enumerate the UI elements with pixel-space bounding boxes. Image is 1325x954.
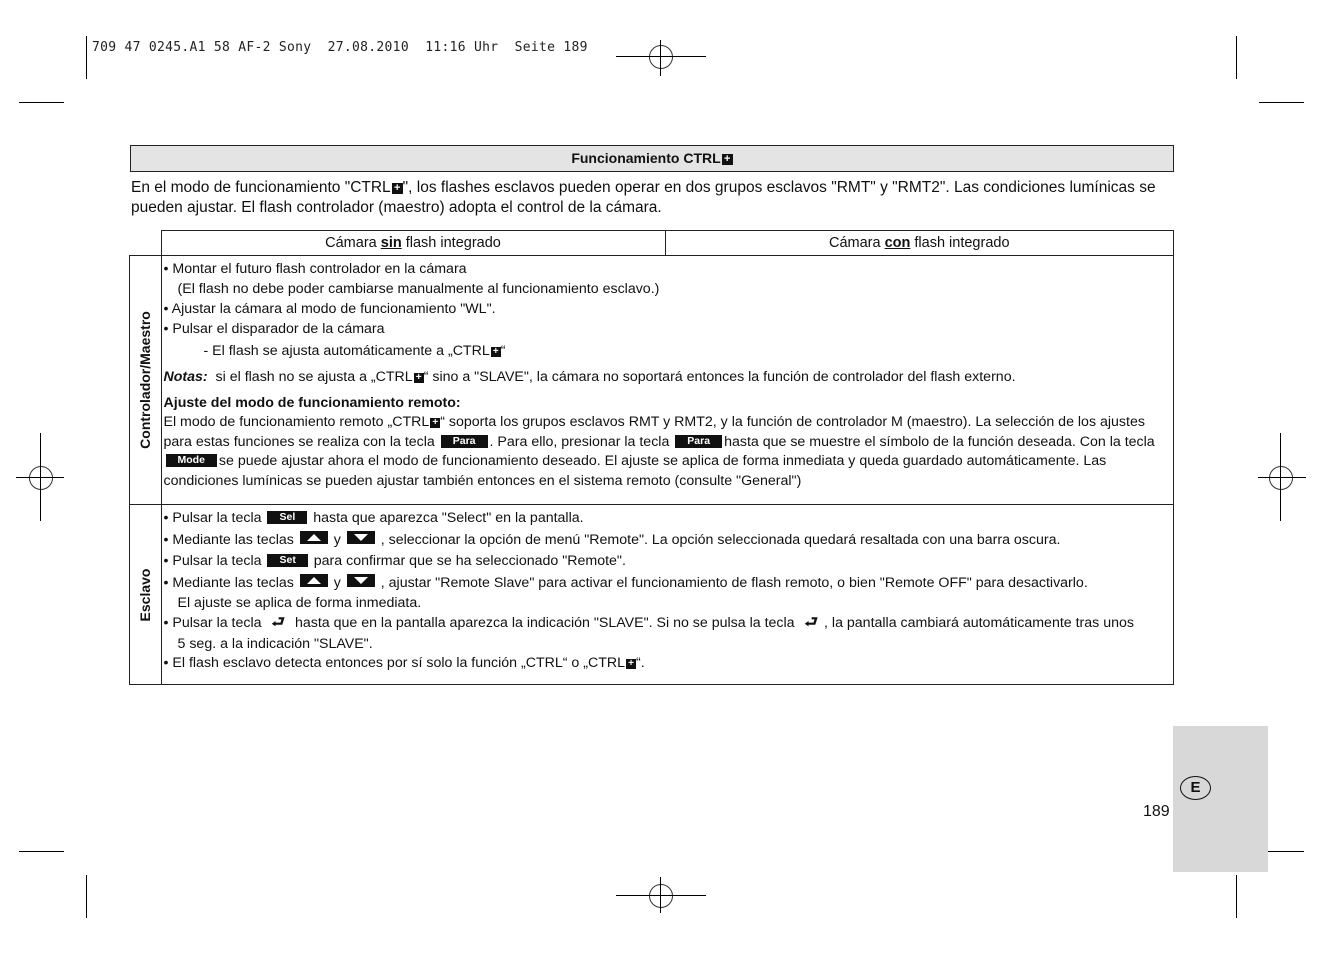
arrow-up-key-icon: [300, 531, 328, 544]
language-tab: [1173, 726, 1268, 872]
crop-mark: [1236, 36, 1237, 79]
row-label-slave: Esclavo: [130, 505, 162, 685]
page-number: 189: [1143, 803, 1170, 820]
crop-mark: [86, 875, 87, 918]
master-instructions: • Montar el futuro flash controlador en la cámara (El flash no debe poder cambiarse manualmente al funcionamiento esclavo.) • Ajustar la cámara al modo de funcionamiento "WL". • Pulsar el disparador de la cámara - El flash se ajusta automáticamente a „CTRL + “ Notas: si el flash no se ajusta a „CTRL + “ sino a "SLAVE", la cámara no soportará entonces la función de controlador del flash externo. Ajuste del modo de funcionamiento remoto: El modo de funcionamiento remoto „CTRL + “ soporta los grupos esclavos RMT y RMT2, y la función de controlador M (maestro). La selección de los ajustes para estas funciones se realiza con la tecla Para . Para ello, presionar la tecla Para hasta que se muestre el símbolo de la función deseada. Con la tecla Mode se puede ajustar ahora el modo de funcionamiento deseado. El ajuste se aplica de forma inmediata y queda guardado automáticamente. Las condiciones lumínicas se pueden ajustar también entonces en el sistema remoto (consulte "General"): [161, 256, 1174, 505]
mode-key-icon: Mode: [166, 454, 217, 467]
language-badge: E: [1180, 776, 1211, 800]
crop-mark: [1259, 102, 1304, 103]
sel-key-icon: Sel: [267, 511, 307, 524]
set-key-icon: Set: [267, 554, 307, 567]
crop-mark: [1236, 875, 1237, 918]
ctrl-plus-icon: +: [722, 154, 733, 165]
para-key-icon: Para: [675, 435, 722, 448]
column-header-with-flash: Cámara con flash integrado: [665, 231, 1174, 256]
arrow-down-key-icon: [347, 574, 375, 587]
para-key-icon: Para: [441, 435, 488, 448]
section-title: Funcionamiento CTRL +: [130, 145, 1174, 172]
crop-mark: [19, 851, 64, 852]
ctrl-plus-icon: +: [414, 373, 424, 383]
crop-mark: [19, 102, 64, 103]
crop-mark: [86, 36, 87, 79]
return-key-icon: ⮐: [804, 614, 819, 631]
arrow-down-key-icon: [347, 531, 375, 544]
return-key-icon: ⮐: [271, 614, 285, 631]
ctrl-plus-icon: +: [491, 347, 501, 357]
arrow-up-key-icon: [300, 574, 328, 587]
slave-instructions: • Pulsar la tecla Sel hasta que aparezca "Select" en la pantalla. • Mediante las teclas y , seleccionar la opción de menú "Remote". La opción seleccionada quedará resaltada con una barra oscura. • Pulsar la tecla Set para confirmar que se ha seleccionado "Remote". • Mediante las teclas y , ajustar "Remote Slave" para activar el funcionamiento de flash remoto, o bien "Remote OFF" para desactivarlo. El ajuste se aplica de forma inmediata. • Pulsar la tecla ⮐ hasta que en la pantalla aparezca la indicación "SLAVE". Si no se pulsa la tecla ⮐ , la pantalla cambiará automáticamente tras unos 5 seg. a la indicación "SLAVE". • El flash esclavo detecta entonces por sí solo la función „CTRL“ o „CTRL + “.: [161, 505, 1174, 685]
column-header-without-flash: Cámara sin flash integrado: [161, 231, 665, 256]
ctrl-plus-icon: +: [392, 183, 403, 194]
mode-table: [129, 230, 1174, 685]
ctrl-plus-icon: +: [430, 418, 440, 428]
print-header: 709 47 0245.A1 58 AF-2 Sony 27.08.2010 11:16 Uhr Seite 189: [92, 40, 588, 55]
ctrl-plus-icon: +: [626, 659, 636, 669]
intro-paragraph: En el modo de funcionamiento "CTRL + ", los flashes esclavos pueden operar en dos grupos esclavos "RMT" y "RMT2". Las condiciones lumínicas se pueden ajustar. El flash controlador (maestro) adopta el control de la cámara.: [131, 179, 1156, 216]
row-label-master: Controlador/Maestro: [130, 256, 162, 505]
